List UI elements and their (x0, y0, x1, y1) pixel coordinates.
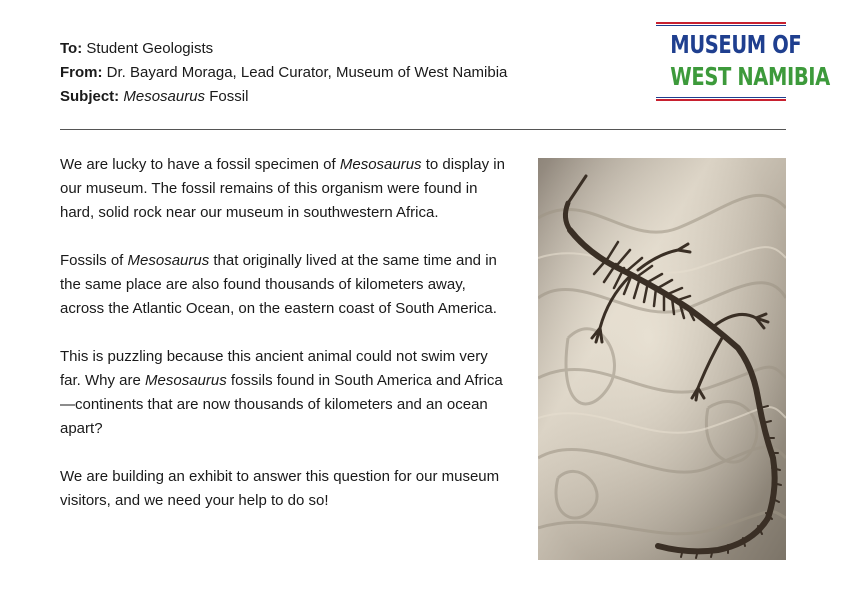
header-divider (60, 129, 786, 130)
paragraph-1 (60, 153, 510, 225)
logo-bar-bottom-red (656, 99, 786, 101)
memo-to-line (60, 37, 507, 61)
memo-from-line (60, 61, 507, 85)
mesosaurus-fossil-photo (538, 158, 786, 560)
memo-subject-line (60, 85, 507, 109)
from-label: From: (60, 64, 103, 81)
from-value: Dr. Bayard Moraga, Lead Curator, Museum of West Namibia (106, 64, 508, 81)
paragraph-2 (60, 249, 510, 321)
logo-line-2: WEST NAMIBIA (670, 62, 830, 91)
p1-text-a: We are lucky to have a fossil specimen of (60, 156, 340, 173)
p3-text-a: This is puzzling because this ancient animal could not swim very far. Why are (60, 348, 488, 389)
logo-bar-bottom-blue (656, 97, 786, 98)
subject-label: Subject: (60, 88, 120, 105)
logo-bar-top-red (656, 22, 786, 24)
museum-logo (656, 22, 830, 102)
p1-text-b: to display in our museum. The fossil remains of this organism were found in hard, solid rock near our museum in southwestern Africa. (60, 156, 505, 221)
subject-italic: Mesosaurus (123, 88, 206, 105)
p3-text-b: fossils found in South America and Africa—continents that are now thousands of kilometers and an ocean apart? (60, 372, 503, 437)
p2-text-b: that originally lived at the same time and in the same place are also found thousands of kilometers away, across the Atlantic Ocean, on the eastern coast of South America. (60, 252, 497, 317)
logo-bar-top-blue (656, 25, 786, 26)
p2-italic: Mesosaurus (127, 252, 210, 269)
subject-rest: Fossil (209, 88, 249, 105)
to-label: To: (60, 40, 83, 57)
to-value: Student Geologists (86, 40, 214, 57)
paragraph-3 (60, 345, 510, 441)
p1-italic: Mesosaurus (339, 156, 422, 173)
paragraph-4 (60, 465, 510, 513)
memo-header (60, 37, 507, 109)
p2-text-a: Fossils of (60, 252, 128, 269)
memo-body (60, 153, 510, 537)
p4-text-a: We are building an exhibit to answer this question for our museum visitors, and we need your help to do so! (60, 468, 500, 509)
p3-italic: Mesosaurus (145, 372, 227, 389)
logo-line-1: MUSEUM OF (670, 30, 802, 59)
